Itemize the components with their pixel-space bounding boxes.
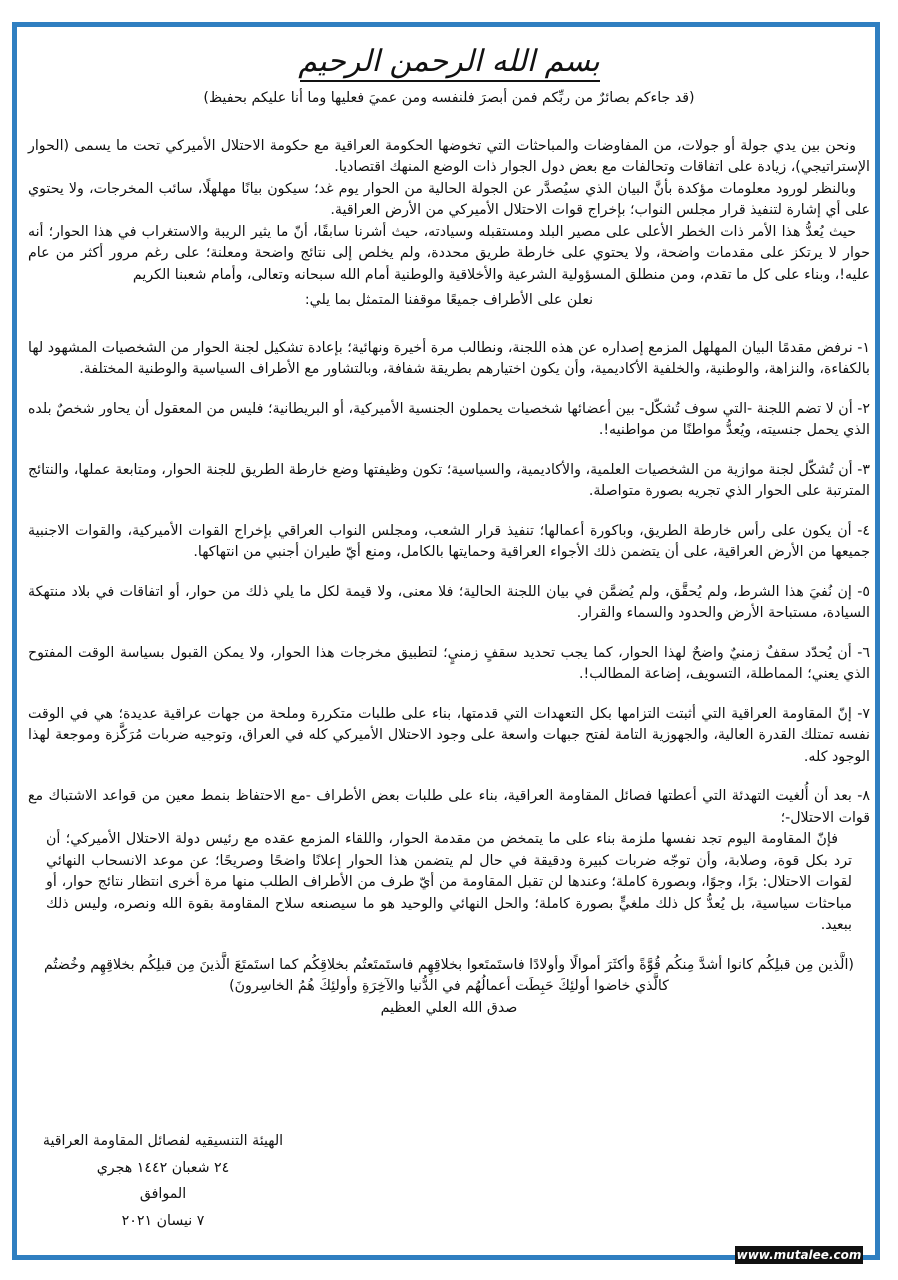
point-6: ٦- أن يُحدّد سقفٌ زمنيٌ واضحٌ لهذا الحوار، كما يجب تحديد سقفٍ زمنيٍ؛ لتطبيق مخرجات هذا الحوار، ولا يمكن القبول بسياسة الوقت المفتوح الذي يعني؛ المماطلة، التسويف، إضاعة المطالب!. bbox=[28, 644, 870, 682]
opening-verse: (قد جاءكم بصائرٌ من ربِّكم فمن أبصرَ فلنفسه ومن عميَ فعليها وما أنا عليكم بحفيظ) bbox=[203, 90, 695, 106]
point-7: ٧- إنّ المقاومة العراقية التي أثبتت التزامها بكل التعهدات التي قدمتها، بناء على طلبات متكررة وملحة من جهات عراقية عديدة؛ هي في الوقت نفسه تمتلك القدرة العالية، والجهوزية التامة لفتح جبهات واسعة على وجود الاحتلال الأميركي كله في العراق، وتوجيه ضربات مُرَكَّزة وموجعة لهذا الوجود كله. bbox=[28, 705, 870, 765]
point-1: ١- نرفض مقدمًا البيان المهلهل المزمع إصداره عن هذه اللجنة، ونطالب مرة أخيرة ونهائية؛ بإعادة تشكيل لجنة الحوار من الشخصيات المشهود لها بالكفاءة، والنزاهة، والوطنية، والخلفية الأكاديمية، وأن يكون اختيارهم بطريقة شفافة، وبالتشاور مع الأطراف السياسية والوطنية المختلفة. bbox=[28, 339, 870, 377]
basmala: بسم الله الرحمن الرحيم bbox=[298, 44, 600, 79]
signature-hijri-date: ٢٤ شعبان ١٤٤٢ هجري bbox=[96, 1159, 230, 1176]
signature-gregorian-date: ٧ نيسان ٢٠٢١ bbox=[121, 1212, 205, 1229]
point-4: ٤- أن يكون على رأس خارطة الطريق، وباكورة أعمالها؛ تنفيذ قرار الشعب، ومجلس النواب العراقي بإخراج القوات الأميركية، والقوات الاجنبية جميعها من الأرض العراقية، على أن يتضمن ذلك الأجواء العراقية وحمايتها بالكامل، ومنع أيّ طيران أجنبي من انتهاكها. bbox=[28, 522, 870, 560]
point-2: ٢- أن لا تضم اللجنة -التي سوف تُشكّل- بين أعضائها شخصيات يحملون الجنسية الأميركية، أو البريطانية؛ فليس من المعقول أن يحاور شخصٌ بلده الذي يحمل جنسيته، ويُعدُّ مواطنًا من مواطنيه!. bbox=[28, 400, 870, 438]
basmala-underline bbox=[300, 80, 600, 82]
intro-paragraph-3: حيث يُعدُّ هذا الأمر ذات الخطر الأعلى على مصير البلد ومستقبله وسيادته، حيث أشرنا سابقًا، أنّ ما يثير الريبة والاستغراب في هذا الحوار؛ أنه حوار لا يرتكز على مقدمات واضحة، ولا يحتوي على خارطة طريق محددة، ولم يخلص إلى نتائج واضحة ومعلنة؛ على رغم مرور أكثر من عام عليه!، وبناء على كل ما تقدم، ومن منطلق المسؤولية الشرعية والأخلاقية والوطنية أمام الله سبحانه وتعالى، وأمام شعبنا الكريم bbox=[28, 223, 870, 283]
signature-block bbox=[18, 1128, 308, 1234]
point-8-continuation: فإنّ المقاومة اليوم تجد نفسها ملزمة بناء على ما يتمخض من مقدمة الحوار، واللقاء المزمع عقده مع رئيس دولة الاحتلال الأميركي؛ أن ترد بكل قوة، وصلابة، وأن توجّه ضربات كبيرة ودقيقة في حال لم يتضمن هذا الحوار إعلانًا واضحًا وصريحًا؛ عن موعد الانسحاب النهائي لقوات الاحتلال: برًا، وجوًا، وبصورة كاملة؛ وعندها لن تقبل المقاومة من أيّ طرف من الأطراف الطلب منها مرة أخرى انتظار نتائج حوار، أو مباحثات سياسية، بل يُعدُّ كل ذلك ملغيٍّ بصورة كاملة؛ والحل النهائي والوحيد هو ما سيصنعه سلاح المقاومة بقوة الله ونصره، وليس ذلك ببعيد. bbox=[46, 831, 852, 933]
signature-corresponding: الموافق bbox=[139, 1186, 187, 1202]
announce-line: نعلن على الأطراف جميعًا موقفنا المتمثل بما يلي: bbox=[304, 292, 594, 308]
intro-paragraph-2: وبالنظر لورود معلومات مؤكدة بأنَّ البيان الذي سيُصدَّر عن الجولة الحالية من الحوار يوم غد؛ سيكون بيانًا مهلهلًا، سائب المخرجات، ولا يحتوي على أي إشارة لتنفيذ قرار مجلس النواب؛ بإخراج قوات الاحتلال الأميركي من الأرض العراقية. bbox=[28, 180, 870, 218]
closing-verse: (الَّذين مِن قبلِكُم كانوا أشدَّ مِنكُم قُوَّةً وأكثَرَ أموالًا وأولادًا فاستَمتَعوا بخلاقِهِم فاستَمتَعتُم بخلاقِكُم كما استَمتَعَ الَّذينَ مِن قبلِكُم بخلاقِهِم وخُضتُم كالَّذي خاضوا أولئِكَ حَبِطَت أعمالُهُم في الدُّنيا والآخِرَةِ وأولئِكَ هُمُ الخاسِرونَ) bbox=[44, 956, 854, 994]
document-body bbox=[28, 30, 870, 1262]
watermark: www.mutalee.com bbox=[736, 1248, 862, 1262]
point-5: ٥- إن نُفيَ هذا الشرط، ولم يُحقَّق، ولم يُضمَّن في بيان اللجنة الحالية؛ فلا معنى، ولا قيمة لكل ما يلي ذلك من حوار، أو اتفاقات في بلاد منتهكة السيادة، مستباحة الأرض والحدود والسماء والقرار. bbox=[28, 583, 870, 621]
point-3: ٣- أن تُشكّل لجنة موازية من الشخصيات العلمية، والأكاديمية، والسياسية؛ تكون وظيفتها وضع خارطة الطريق للجنة الحوار، ومتابعة عملها، والنتائج المترتبة على الحوار الذي تجريه بصورة متواصلة. bbox=[28, 461, 870, 499]
point-8: ٨- بعد أن أُلغيت التهدئة التي أعطتها فصائل المقاومة العراقية، بناء على طلبات بعض الأطراف -مع الاحتفاظ بنمط معين من قواعد الاشتباك مع قوات الاحتلال-؛ bbox=[28, 788, 870, 826]
sadaqa-line: صدق الله العلي العظيم bbox=[380, 999, 518, 1016]
signature-org: الهيئة التنسيقيه لفصائل المقاومة العراقية bbox=[42, 1133, 284, 1149]
intro-paragraph-1: ونحن بين يدي جولة أو جولات، من المفاوضات والمباحثات التي تخوضها الحكومة العراقية مع حكومة الاحتلال الأميركي تحت ما يسمى (الحوار الإستراتيجي)، زيادة على اتفاقات وتحالفات مع بعض دول الجوار ذات الوضع المنهك اقتصاديا. bbox=[28, 137, 870, 175]
